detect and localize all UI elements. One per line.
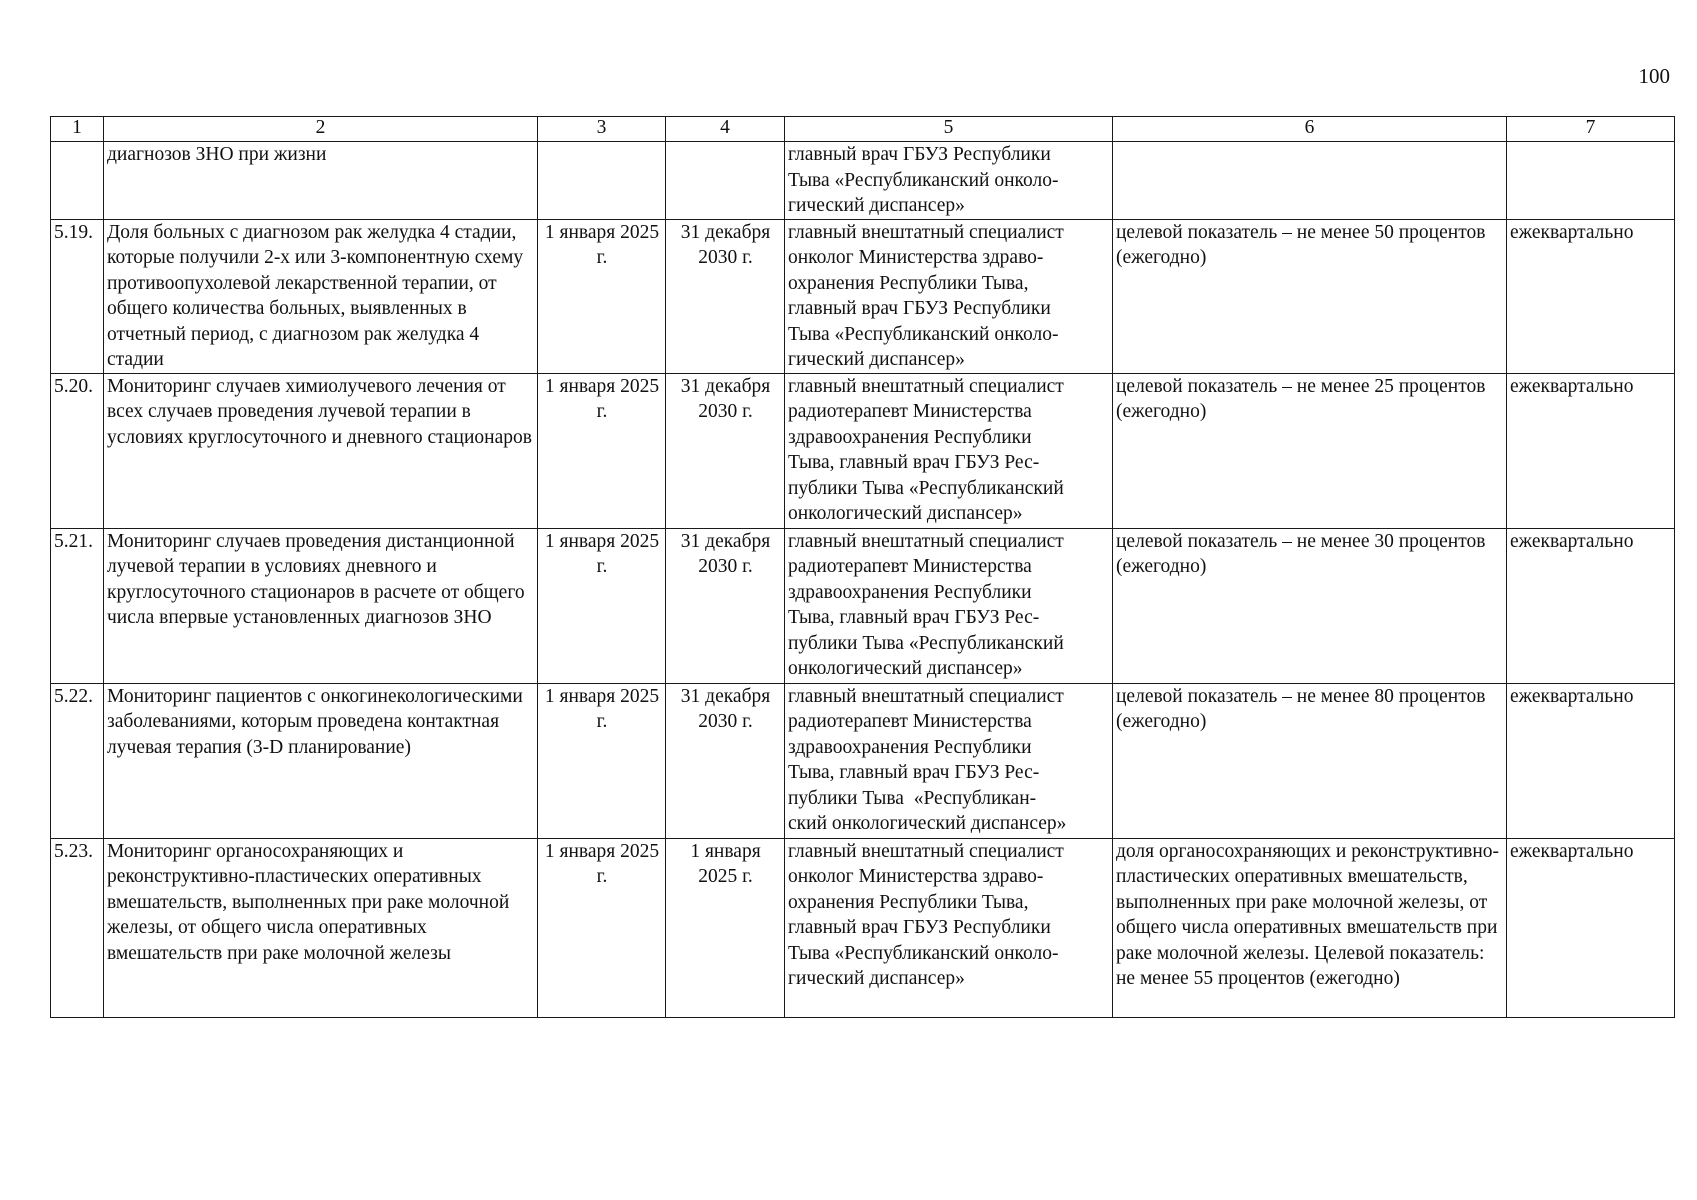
start-date: 1 января 2025 г. [538,683,666,838]
frequency: ежеквартально [1507,373,1675,528]
header-row [51,117,1675,142]
header-cell: 4 [666,117,785,142]
measures-table [50,116,1675,1018]
start-date: 1 января 2025 г. [538,528,666,683]
end-date: 31 декабря 2030 г. [666,219,785,373]
measure-name: Мониторинг случаев проведения дистанционной лучевой терапии в условиях дневного и круглосуточного стационаров в расчете от общего числа впервые установленных диагнозов ЗНО [104,528,538,683]
start-date: 1 января 2025 г. [538,373,666,528]
end-date: 1 января 2025 г. [666,838,785,1017]
header-cell: 7 [1507,117,1675,142]
indicator [1113,142,1507,220]
measure-name: Мониторинг пациентов с онкогинекологическими заболеваниями, которым проведена контактная лучевая терапия (3-D планирование) [104,683,538,838]
measure-name: Доля больных с диагнозом рак желудка 4 стадии, которые получили 2-х или 3-компонентную схему противоопухолевой лекарственной терапии, от общего количества больных, выявленных в отчетный период, с диагнозом рак желудка 4 стадии [104,219,538,373]
indicator: целевой показатель – не менее 50 процентов (ежегодно) [1113,219,1507,373]
item-number: 5.20. [51,373,104,528]
frequency: ежеквартально [1507,219,1675,373]
responsible: главный внештатный специалист онколог Министерства здраво- охранения Республики Тыва, главный врач ГБУЗ Республики Тыва «Республиканский онколо- гический диспансер» [785,219,1113,373]
end-date: 31 декабря 2030 г. [666,683,785,838]
start-date: 1 января 2025 г. [538,219,666,373]
responsible: главный внештатный специалист радиотерапевт Министерства здравоохранения Республики Тыва, главный врач ГБУЗ Рес- публики Тыва «Республиканский онкологический диспансер» [785,528,1113,683]
header-cell: 5 [785,117,1113,142]
indicator: доля органосохраняющих и реконструктивно-пластических оперативных вмешательств, выполненных при раке молочной железы, от общего числа оперативных вмешательств при раке молочной железы. Целевой показатель: не менее 55 процентов (ежегодно) [1113,838,1507,1017]
header-cell: 6 [1113,117,1507,142]
responsible: главный внештатный специалист онколог Министерства здраво- охранения Республики Тыва, главный врач ГБУЗ Республики Тыва «Республиканский онколо- гический диспансер» [785,838,1113,1017]
header-cell: 2 [104,117,538,142]
measure-name: диагнозов ЗНО при жизни [104,142,538,220]
indicator: целевой показатель – не менее 25 процентов (ежегодно) [1113,373,1507,528]
item-number [51,142,104,220]
indicator: целевой показатель – не менее 80 процентов (ежегодно) [1113,683,1507,838]
table-row [51,683,1675,838]
header-cell: 1 [51,117,104,142]
table-row [51,838,1675,1017]
start-date [538,142,666,220]
end-date [666,142,785,220]
table-row [51,373,1675,528]
start-date: 1 января 2025 г. [538,838,666,1017]
measure-name: Мониторинг случаев химиолучевого лечения от всех случаев проведения лучевой терапии в условиях круглосуточного и дневного стационаров [104,373,538,528]
frequency: ежеквартально [1507,838,1675,1017]
table-row [51,219,1675,373]
responsible: главный врач ГБУЗ Республики Тыва «Республиканский онколо- гический диспансер» [785,142,1113,220]
frequency: ежеквартально [1507,683,1675,838]
responsible: главный внештатный специалист радиотерапевт Министерства здравоохранения Республики Тыва, главный врач ГБУЗ Рес- публики Тыва «Республикан- ский онкологический диспансер» [785,683,1113,838]
responsible: главный внештатный специалист радиотерапевт Министерства здравоохранения Республики Тыва, главный врач ГБУЗ Рес- публики Тыва «Республиканский онкологический диспансер» [785,373,1113,528]
page-number: 100 [1638,64,1670,88]
measure-name: Мониторинг органосохраняющих и реконструктивно-пластических оперативных вмешательств, выполненных при раке молочной железы, от общего числа оперативных вмешательств при раке молочной железы [104,838,538,1017]
item-number: 5.21. [51,528,104,683]
end-date: 31 декабря 2030 г. [666,373,785,528]
frequency [1507,142,1675,220]
table-row [51,142,1675,220]
item-number: 5.22. [51,683,104,838]
item-number: 5.23. [51,838,104,1017]
indicator: целевой показатель – не менее 30 процентов (ежегодно) [1113,528,1507,683]
item-number: 5.19. [51,219,104,373]
frequency: ежеквартально [1507,528,1675,683]
end-date: 31 декабря 2030 г. [666,528,785,683]
table-row [51,528,1675,683]
header-cell: 3 [538,117,666,142]
